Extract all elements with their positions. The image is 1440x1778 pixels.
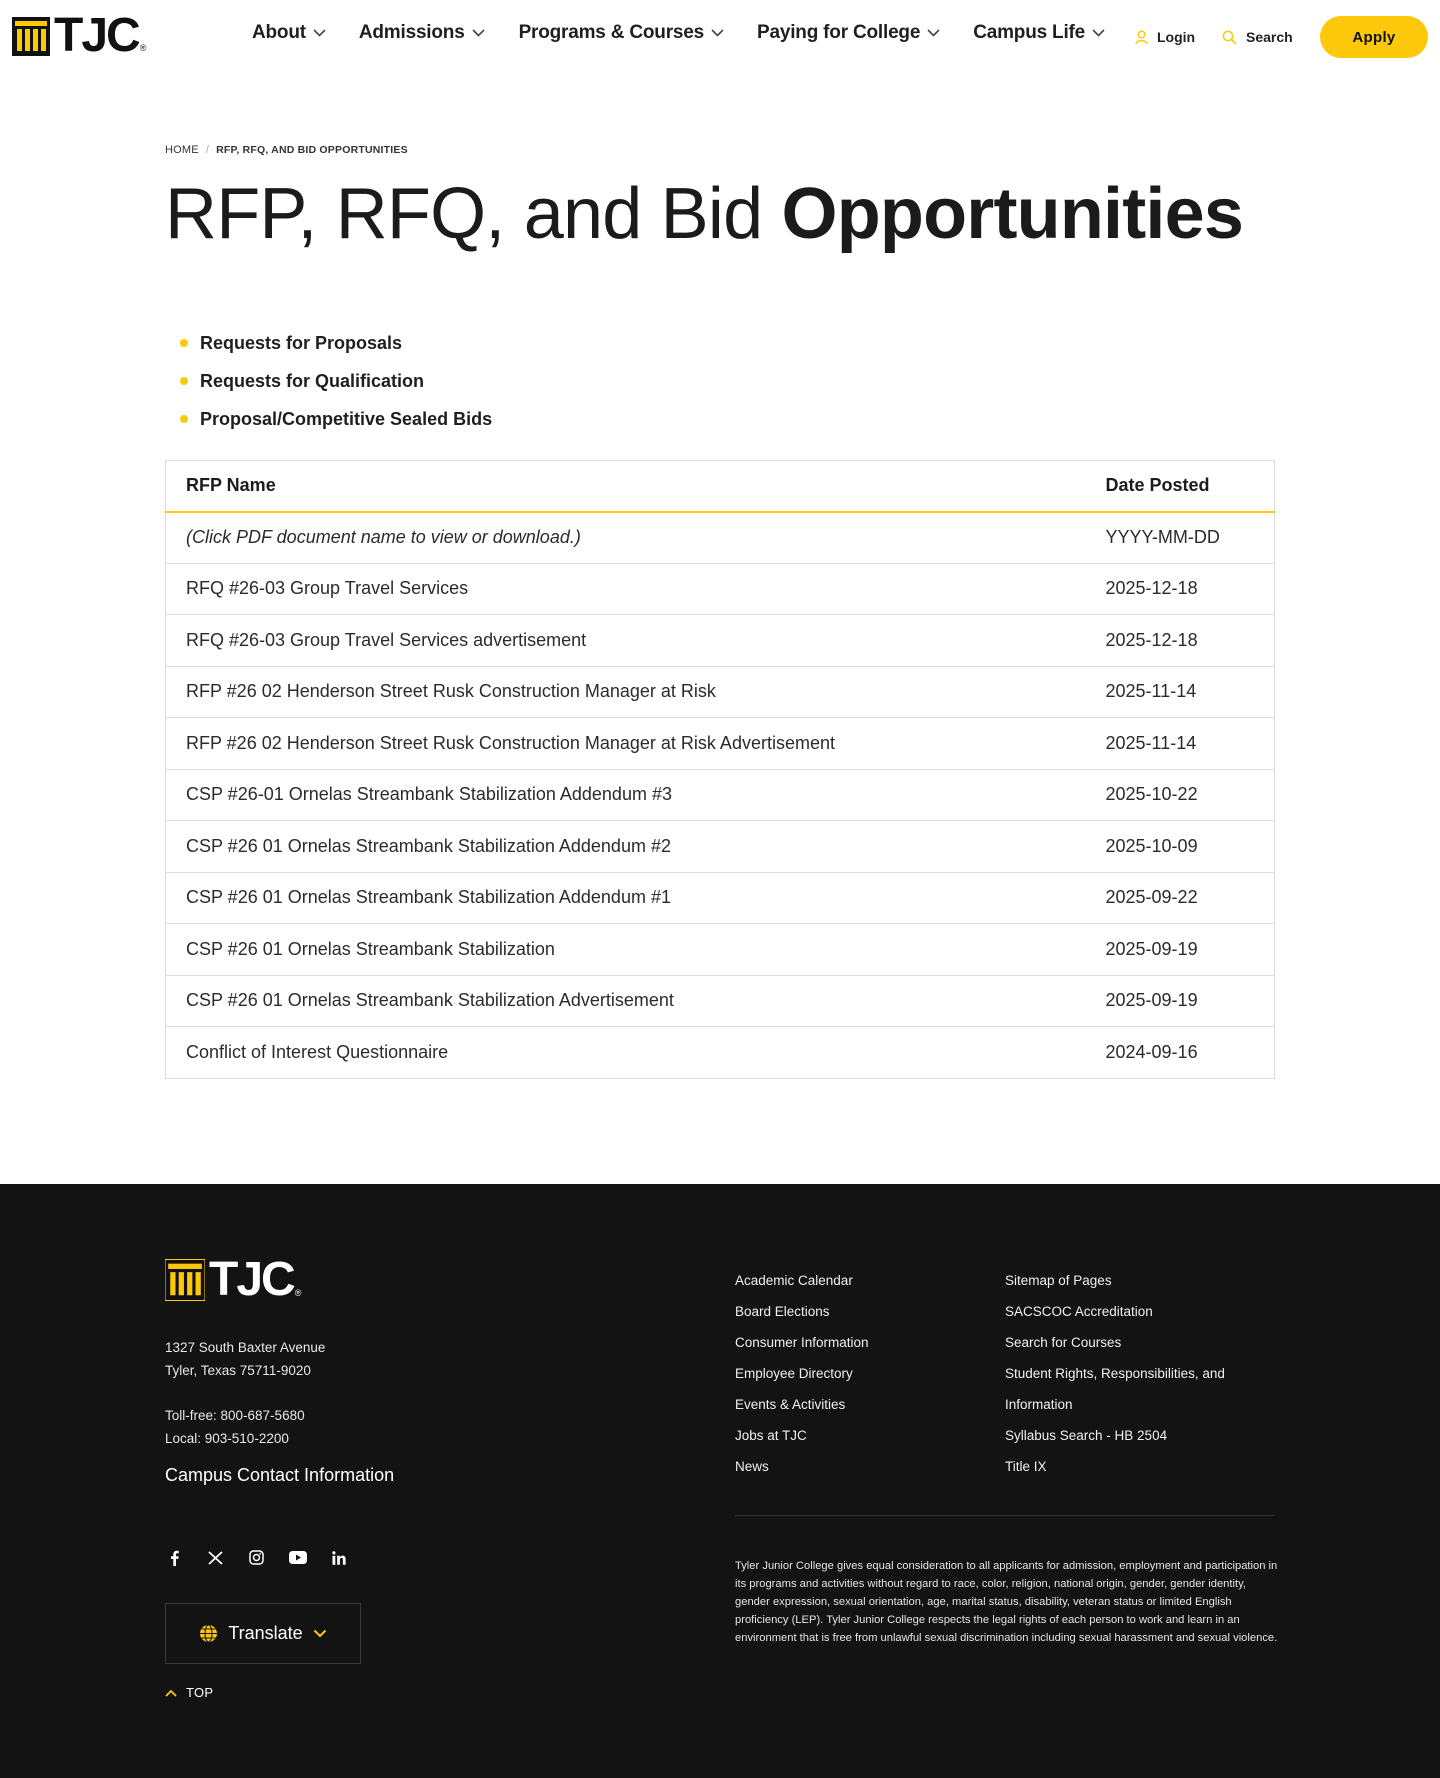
section-link-list — [180, 324, 492, 438]
globe-icon — [199, 1624, 218, 1643]
table-note-text: (Click PDF document name to view or download.) — [186, 527, 581, 547]
date-posted-cell: 2025-10-22 — [1086, 769, 1275, 821]
rfp-document-link[interactable]: CSP #26-01 Ornelas Streambank Stabilization Addendum #3 — [166, 769, 1086, 821]
site-footer — [0, 1184, 1440, 1778]
link-label: Requests for Proposals — [200, 332, 403, 353]
column-header-date-posted: Date Posted — [1086, 461, 1275, 512]
bullet-dot — [180, 415, 188, 423]
login-label: Login — [1157, 29, 1196, 45]
chevron-down-icon — [313, 29, 326, 37]
date-posted-cell: 2025-11-14 — [1086, 666, 1275, 718]
apply-button[interactable]: Apply — [1320, 16, 1428, 58]
footer-link-sitemap[interactable]: Sitemap of Pages — [1005, 1273, 1112, 1288]
nav-campus-life[interactable] — [973, 22, 1105, 44]
translate-label: Translate — [228, 1623, 303, 1643]
x-twitter-icon[interactable] — [206, 1548, 225, 1567]
translate-dropdown[interactable] — [165, 1603, 361, 1664]
rfp-document-link[interactable]: CSP #26 01 Ornelas Streambank Stabilization Addendum #1 — [166, 872, 1086, 924]
rfp-document-link[interactable]: CSP #26 01 Ornelas Streambank Stabilization Addendum #2 — [166, 821, 1086, 873]
tollfree-phone: Toll-free: 800-687-5680 — [165, 1408, 305, 1423]
main-nav — [252, 22, 1140, 44]
page-title-light: RFP, RFQ, and Bid — [165, 174, 782, 254]
table-row — [166, 718, 1275, 770]
date-posted-cell: 2025-09-19 — [1086, 975, 1275, 1027]
search-icon — [1222, 30, 1237, 45]
chevron-down-icon — [472, 29, 485, 37]
table-row — [166, 975, 1275, 1027]
breadcrumb-current: RFP, RFQ, AND BID OPPORTUNITIES — [216, 144, 408, 156]
table-header-row — [166, 461, 1275, 512]
footer-link-jobs[interactable]: Jobs at TJC — [735, 1428, 807, 1443]
linkedin-icon[interactable] — [329, 1548, 348, 1567]
address-line-2: Tyler, Texas 75711-9020 — [165, 1363, 311, 1378]
table-row — [166, 1027, 1275, 1079]
footer-phones — [165, 1404, 305, 1450]
table-row — [166, 615, 1275, 667]
logo-text: TJC — [54, 9, 139, 62]
table-row — [166, 924, 1275, 976]
footer-link-board-elections[interactable]: Board Elections — [735, 1304, 830, 1319]
nav-paying-for-college[interactable] — [757, 22, 940, 44]
logo-trademark: ® — [139, 43, 147, 53]
date-posted-cell: 2025-09-19 — [1086, 924, 1275, 976]
footer-logo-trademark: ® — [294, 1288, 302, 1298]
date-posted-cell: 2025-12-18 — [1086, 563, 1275, 615]
footer-link-title-ix[interactable]: Title IX — [1005, 1459, 1047, 1474]
footer-link-consumer-information[interactable]: Consumer Information — [735, 1335, 869, 1350]
date-posted-cell: 2025-12-18 — [1086, 615, 1275, 667]
campus-contact-link[interactable]: Campus Contact Information — [165, 1465, 395, 1485]
main-content — [0, 74, 1440, 1184]
table-note-date-format: YYYY-MM-DD — [1105, 527, 1220, 547]
rfp-document-link[interactable]: CSP #26 01 Ornelas Streambank Stabilization Advertisement — [166, 975, 1086, 1027]
local-phone: Local: 903-510-2200 — [165, 1431, 289, 1446]
table-row — [166, 563, 1275, 615]
user-icon — [1135, 30, 1148, 45]
nav-programs-courses[interactable] — [519, 22, 724, 44]
nav-paying-label: Paying for College — [757, 22, 921, 43]
link-label: Proposal/Competitive Sealed Bids — [200, 408, 493, 429]
breadcrumb — [165, 144, 408, 156]
link-label: Requests for Qualification — [200, 370, 425, 391]
date-posted-cell: 2024-09-16 — [1086, 1027, 1275, 1079]
rfp-document-link[interactable]: RFP #26 02 Henderson Street Rusk Construction Manager at Risk — [166, 666, 1086, 718]
footer-links-column-2 — [1005, 1265, 1250, 1482]
building-columns-icon — [12, 17, 50, 56]
nav-admissions-label: Admissions — [358, 22, 465, 43]
link-competitive-sealed-bids[interactable] — [180, 400, 492, 438]
footer-link-search-courses[interactable]: Search for Courses — [1005, 1335, 1122, 1350]
student-rights-line-1: Student Rights, Responsibilities, and — [1005, 1366, 1225, 1381]
student-rights-line-2: Information — [1005, 1397, 1073, 1412]
breadcrumb-separator: / — [205, 144, 210, 156]
rfp-document-link[interactable]: RFQ #26-03 Group Travel Services — [166, 563, 1086, 615]
chevron-down-icon — [927, 29, 940, 37]
footer-logo-text: TJC — [209, 1253, 294, 1306]
link-requests-for-proposals[interactable] — [180, 324, 492, 362]
rfp-document-link[interactable]: RFQ #26-03 Group Travel Services advertisement — [166, 615, 1086, 667]
tjc-logo[interactable] — [12, 9, 147, 62]
bullet-dot — [180, 339, 188, 347]
breadcrumb-home-link[interactable]: HOME — [165, 144, 199, 156]
date-posted-cell: 2025-10-09 — [1086, 821, 1275, 873]
top-label: TOP — [186, 1685, 214, 1700]
footer-link-employee-directory[interactable]: Employee Directory — [735, 1366, 853, 1381]
table-row — [166, 872, 1275, 924]
footer-divider — [735, 1515, 1275, 1516]
nav-admissions[interactable] — [359, 22, 485, 44]
address-line-1: 1327 South Baxter Avenue — [165, 1340, 326, 1355]
table-note-row — [166, 512, 1275, 564]
facebook-icon[interactable] — [165, 1548, 184, 1567]
date-posted-cell: 2025-09-22 — [1086, 872, 1275, 924]
instagram-icon[interactable] — [247, 1548, 266, 1567]
footer-link-syllabus-search[interactable]: Syllabus Search - HB 2504 — [1005, 1428, 1168, 1443]
nav-about[interactable] — [252, 22, 326, 44]
date-posted-cell: 2025-11-14 — [1086, 718, 1275, 770]
page-title-bold: Opportunities — [781, 174, 1244, 254]
table-row — [166, 769, 1275, 821]
bullet-dot — [180, 377, 188, 385]
chevron-down-icon — [313, 1629, 327, 1638]
column-header-rfp-name: RFP Name — [166, 461, 1086, 512]
nav-campus-life-label: Campus Life — [973, 22, 1086, 43]
search-link[interactable] — [1222, 29, 1293, 45]
footer-link-academic-calendar[interactable]: Academic Calendar — [735, 1273, 853, 1288]
footer-link-student-rights[interactable] — [1005, 1358, 1250, 1420]
rfp-document-link[interactable]: CSP #26 01 Ornelas Streambank Stabilization — [166, 924, 1086, 976]
nondiscrimination-notice: Tyler Junior College gives equal consideration to all applicants for admission, employment and participation in its programs and activities without regard to race, color, religion, national origin, gender, gender identity, gender expression, sexual orientation, age, marital status, disability, veteran status or limited English proficiency (LEP). Tyler Junior College respects the legal rights of each person to work and learn in an environment that is free from unlawful sexual discrimination including sexual harassment and sexual violence. — [735, 1560, 1278, 1644]
site-header — [0, 0, 1440, 74]
login-link[interactable] — [1135, 29, 1195, 45]
footer-link-news[interactable]: News — [735, 1459, 769, 1474]
footer-address — [165, 1336, 325, 1382]
footer-links-column-1 — [735, 1265, 975, 1482]
chevron-up-icon — [165, 1689, 177, 1697]
back-to-top-link[interactable] — [165, 1685, 213, 1700]
rfp-document-link[interactable]: Conflict of Interest Questionnaire — [166, 1027, 1086, 1079]
table-row — [166, 666, 1275, 718]
nav-about-label: About — [252, 22, 306, 43]
building-columns-icon — [165, 1259, 205, 1301]
footer-tjc-logo[interactable] — [165, 1253, 302, 1306]
social-links — [165, 1548, 348, 1567]
chevron-down-icon — [711, 29, 724, 37]
page-title — [165, 170, 1243, 258]
rfp-table — [165, 460, 1275, 1079]
chevron-down-icon — [1092, 29, 1105, 37]
footer-link-sacscoc[interactable]: SACSCOC Accreditation — [1005, 1304, 1153, 1319]
youtube-icon[interactable] — [288, 1548, 307, 1567]
rfp-document-link[interactable]: RFP #26 02 Henderson Street Rusk Construction Manager at Risk Advertisement — [166, 718, 1086, 770]
link-requests-for-qualification[interactable] — [180, 362, 492, 400]
table-row — [166, 821, 1275, 873]
nav-programs-label: Programs & Courses — [518, 22, 704, 43]
search-label: Search — [1246, 29, 1293, 45]
footer-link-events-activities[interactable]: Events & Activities — [735, 1397, 846, 1412]
